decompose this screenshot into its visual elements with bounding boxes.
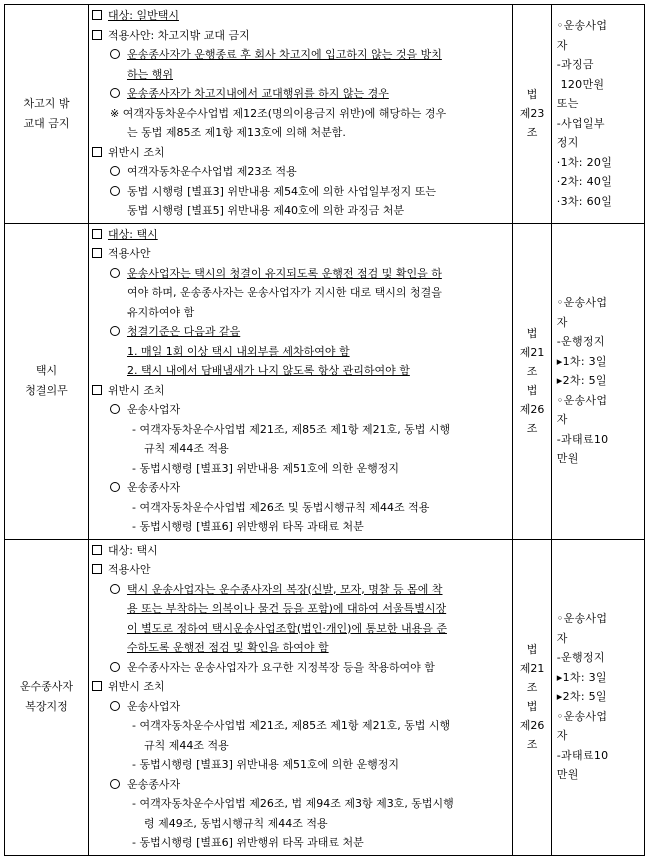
content-text: 운송사업자는 택시의 청결이 유지되도록 운행전 점검 및 확인을 하 (126, 266, 442, 280)
content-line (92, 244, 509, 264)
row-title-line: 청결의무 (25, 384, 68, 397)
content-line (92, 736, 509, 756)
content-text: ※ 여객자동차운수사업법 제12조(명의이용금지 위반)에 해당하는 경우 (109, 106, 447, 120)
content-text: 청결기준은 다음과 같음 (126, 325, 241, 338)
content-line (92, 814, 509, 834)
content-line (92, 459, 509, 479)
penalty-line: 자 (556, 315, 568, 329)
penalty-line: 또는 (556, 97, 579, 111)
penalty-line: 정지 (556, 136, 579, 150)
row-title-line: 운수종사자 (19, 680, 74, 693)
square-bullet-icon (92, 248, 102, 258)
law-line: 법 (526, 384, 538, 397)
content-text: 여객자동차운수사업법 제23조 적용 (126, 165, 297, 178)
circle-bullet-icon (110, 779, 120, 789)
law-line: 제26 (519, 403, 545, 416)
content-text: - 여객자동차운수사업법 제26조 및 동법시행규칙 제44조 적용 (131, 500, 430, 514)
content-line (92, 580, 509, 600)
law-line: 조 (526, 422, 538, 435)
row-content-cell (88, 539, 512, 855)
law-line: 법 (526, 88, 538, 102)
content-text: - 여객자동차운수사업법 제21조, 제85조 제1항 제21호, 동법 시행 (131, 719, 451, 732)
circle-bullet-icon (110, 482, 120, 492)
row-content-cell (88, 5, 512, 224)
content-line (92, 123, 509, 143)
row-title-line: 택시 (35, 364, 58, 377)
content-text: 1. 매일 1회 이상 택시 내외부를 세차하여야 함 (126, 344, 350, 358)
table-row (5, 223, 645, 539)
content-text: 운송사업자 (126, 699, 181, 713)
content-text: 하는 행위 (126, 67, 173, 81)
row-title-cell (5, 223, 89, 539)
content-text: 이 별도로 정하여 택시운송사업조합(법인·개인)에 통보한 내용을 준 (126, 621, 447, 635)
penalty-line: ◦운송사업 (556, 709, 608, 723)
law-line: 제21 (519, 662, 545, 675)
penalty-line: 자 (556, 38, 568, 52)
content-line (92, 716, 509, 736)
content-text: 2. 택시 내에서 담배냄새가 나지 않도록 항상 관리하여야 함 (126, 364, 410, 377)
content-line (92, 638, 509, 658)
row-title-cell (5, 5, 89, 224)
content-text: 운송종사자 (126, 777, 181, 791)
content-line (92, 225, 509, 245)
content-text: 대상: 택시 (107, 543, 158, 557)
content-text: 운송종사자가 차고지내에서 교대행위를 하지 않는 경우 (126, 87, 389, 100)
square-bullet-icon (92, 545, 102, 555)
content-line (92, 201, 509, 221)
circle-bullet-icon (110, 186, 120, 196)
law-line: 조 (526, 365, 538, 378)
penalty-line: ·2차: 40일 (556, 175, 613, 189)
circle-bullet-icon (110, 268, 120, 278)
penalty-cell (551, 223, 644, 539)
content-line (92, 439, 509, 459)
penalty-cell (551, 539, 644, 855)
content-text: 적용사안 (107, 247, 151, 260)
content-text: 수하도록 운행전 점검 및 확인을 하여야 함 (126, 641, 329, 654)
penalty-line: ◦운송사업 (556, 296, 608, 310)
content-text: 적용사안 (107, 563, 151, 576)
regulation-table (4, 4, 645, 856)
content-text: 유지하여야 함 (126, 305, 195, 319)
content-text: - 여객자동차운수사업법 제21조, 제85조 제1항 제21호, 동법 시행 (131, 422, 451, 436)
law-line: 조 (526, 681, 538, 694)
law-line: 제23 (519, 107, 545, 121)
content-text: 운수종사자는 운송사업자가 요구한 지정복장 등을 착용하여야 함 (126, 660, 435, 674)
content-line (92, 182, 509, 202)
content-line (92, 517, 509, 537)
penalty-line: ·3차: 60일 (556, 194, 613, 208)
penalty-line: 자 (556, 729, 568, 743)
content-line (92, 775, 509, 795)
square-bullet-icon (92, 30, 102, 40)
content-line (92, 658, 509, 678)
content-line (92, 84, 509, 104)
law-cell (513, 223, 551, 539)
square-bullet-icon (92, 229, 102, 239)
content-text: 동법 시행령 [별표3] 위반내용 제54호에 의한 사업일부정지 또는 (126, 184, 437, 198)
content-line (92, 420, 509, 440)
content-line (92, 26, 509, 46)
circle-bullet-icon (110, 49, 120, 59)
content-line (92, 755, 509, 775)
content-text: - 동법시행령 [별표3] 위반내용 제51호에 의한 운행정지 (131, 758, 400, 771)
content-line (92, 65, 509, 85)
content-line (92, 45, 509, 65)
circle-bullet-icon (110, 701, 120, 711)
content-line (92, 361, 509, 381)
circle-bullet-icon (110, 662, 120, 672)
penalty-line: ◦운송사업 (556, 393, 608, 407)
content-text: 규칙 제44조 적용 (143, 442, 229, 455)
penalty-line: -운행정지 (556, 651, 605, 665)
penalty-line: -과태료10 (556, 748, 609, 762)
content-text: 여야 하며, 운송종사자는 운송사업자가 지시한 대로 택시의 청결을 (126, 286, 442, 299)
content-line (92, 498, 509, 518)
content-text: 대상: 일반택시 (107, 9, 179, 22)
circle-bullet-icon (110, 584, 120, 594)
law-line: 조 (526, 126, 538, 140)
square-bullet-icon (92, 385, 102, 395)
row-content-cell (88, 223, 512, 539)
penalty-line: ▸2차: 5일 (556, 374, 607, 388)
law-line: 제26 (519, 719, 545, 732)
row-title-line: 차고지 밖 (23, 96, 70, 110)
penalty-line: ▸2차: 5일 (556, 690, 607, 704)
row-title-line: 복장지정 (25, 700, 68, 713)
content-line (92, 541, 509, 561)
penalty-line: ◦운송사업 (556, 19, 608, 33)
content-text: 는 동법 제85조 제1항 제13호에 의해 처분함. (126, 126, 346, 139)
content-text: 위반시 조치 (107, 680, 165, 693)
row-title-cell (5, 539, 89, 855)
law-line: 법 (526, 327, 538, 340)
penalty-line: 만원 (556, 452, 579, 466)
content-line (92, 264, 509, 284)
penalty-line: ▸1차: 3일 (556, 354, 607, 368)
penalty-line: ·1차: 20일 (556, 155, 613, 169)
content-line (92, 697, 509, 717)
penalty-line: ◦운송사업 (556, 612, 608, 626)
content-text: 위반시 조치 (107, 383, 165, 397)
square-bullet-icon (92, 147, 102, 157)
content-text: 규칙 제44조 적용 (143, 738, 229, 752)
content-line (92, 6, 509, 26)
penalty-line: -사업일부 (556, 116, 605, 130)
content-text: 대상: 택시 (107, 227, 158, 241)
penalty-line: 120만원 (556, 77, 605, 91)
table-row (5, 539, 645, 855)
penalty-line: 만원 (556, 768, 579, 782)
content-line (92, 303, 509, 323)
circle-bullet-icon (110, 88, 120, 98)
content-line (92, 560, 509, 580)
content-line (92, 162, 509, 182)
content-line (92, 104, 509, 124)
content-line (92, 400, 509, 420)
content-text: - 동법시행령 [별표6] 위반행위 타목 과태료 처분 (131, 520, 364, 533)
content-text: 택시 운송사업자는 운수종사자의 복장(신발, 모자, 명찰 등 몸에 착 (126, 582, 443, 596)
content-text: 동법 시행령 [별표5] 위반내용 제40호에 의한 과징금 처분 (126, 204, 405, 217)
content-line (92, 381, 509, 401)
content-line (92, 322, 509, 342)
content-line (92, 619, 509, 639)
content-line (92, 478, 509, 498)
content-text: 운송종사자가 운행종료 후 회사 차고지에 입고하지 않는 것을 방치 (126, 48, 442, 61)
penalty-cell (551, 5, 644, 224)
content-line (92, 342, 509, 362)
content-text: - 여객자동차운수사업법 제26조, 법 제94조 제3항 제3호, 동법시행 (131, 797, 454, 810)
content-text: 운송종사자 (126, 481, 181, 494)
content-text: 적용사안: 차고지밖 교대 금지 (107, 28, 250, 42)
content-line (92, 283, 509, 303)
content-line (92, 599, 509, 619)
content-line (92, 677, 509, 697)
content-text: 용 또는 부착하는 의복이나 물건 등을 포함)에 대하여 서울특별시장 (126, 602, 447, 615)
law-cell (513, 5, 551, 224)
circle-bullet-icon (110, 166, 120, 176)
content-line (92, 833, 509, 853)
content-text: 령 제49조, 동법시행규칙 제44조 적용 (143, 816, 328, 830)
circle-bullet-icon (110, 326, 120, 336)
penalty-line: ▸1차: 3일 (556, 670, 607, 684)
square-bullet-icon (92, 10, 102, 20)
circle-bullet-icon (110, 404, 120, 414)
content-text: 운송사업자 (126, 403, 181, 416)
law-line: 제21 (519, 346, 545, 359)
content-line (92, 794, 509, 814)
penalty-line: -운행정지 (556, 335, 605, 349)
law-line: 조 (526, 738, 538, 751)
content-text: - 동법시행령 [별표3] 위반내용 제51호에 의한 운행정지 (131, 461, 400, 475)
square-bullet-icon (92, 564, 102, 574)
content-line (92, 143, 509, 163)
law-cell (513, 539, 551, 855)
row-title-line: 교대 금지 (23, 116, 70, 130)
law-line: 법 (526, 700, 538, 713)
penalty-line: 자 (556, 631, 568, 645)
penalty-line: -과태료10 (556, 432, 609, 446)
square-bullet-icon (92, 681, 102, 691)
content-text: 위반시 조치 (107, 145, 165, 159)
table-row (5, 5, 645, 224)
content-text: - 동법시행령 [별표6] 위반행위 타목 과태료 처분 (131, 836, 364, 849)
penalty-line: -과징금 (556, 58, 594, 72)
law-line: 법 (526, 643, 538, 656)
penalty-line: 자 (556, 413, 568, 427)
